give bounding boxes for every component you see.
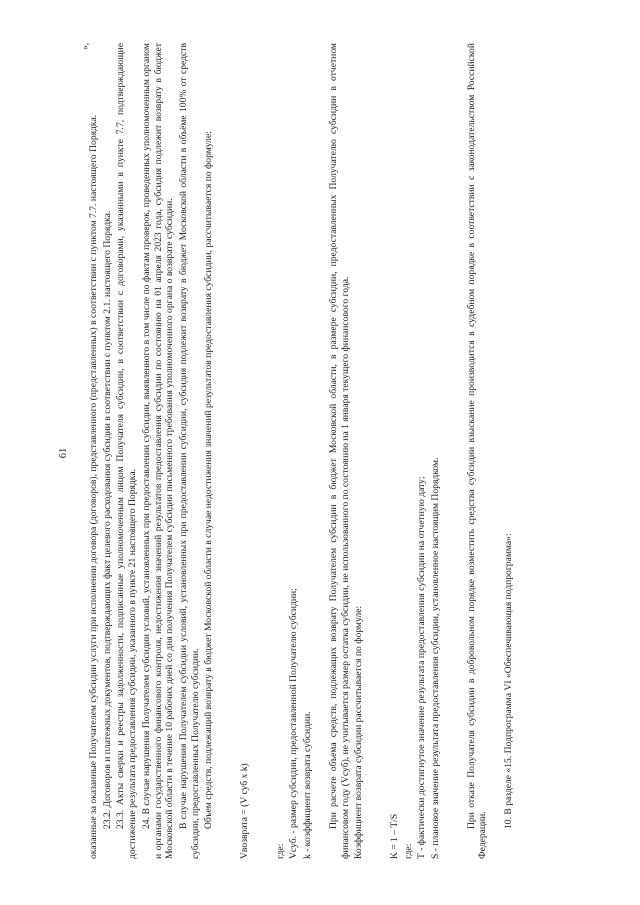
definition-s: S - плановое значение результата предоставления субсидии, установленное настоящим Порядком. (430, 456, 442, 859)
where-label: где: (274, 843, 286, 859)
rotated-page (40, 23, 600, 883)
paragraph-violation: В случае нарушения Получателем субсидии условий, установленных при предоставлении субсидии, субсидия подлежит возврату в бюджет Московской области в объёме 100% от средств субсидии, предоставленных Получателю субсидии. (177, 42, 201, 859)
margin-mark: », (80, 42, 90, 50)
paragraph-24: 24. В случае нарушения Получателем субсидии условий, установленных при предоставлении субсидии, выявленного в том числе по фактам проверок, проведенных уполномоченным органом и органами государственного финансового контроля, недостижения значений результатов предоставления субсидии по состоянию на 01 апреля 2023 года, субсидия подлежит возврату в бюджет Московской области в течение 10 рабочих дней со дня получения Получателем субсидии письменного требования уполномоченного органа о возврате субсидии. (140, 42, 176, 859)
paragraph-section-15: 10. В разделе «15. Подпрограмма VI «Обеспечивающая подпрограмма»: (503, 532, 515, 829)
formula-return: Vвозврата = (V суб х k) (239, 762, 251, 859)
paragraph-23-3: 23.3. Акты сверки и реестры задолженности, подписанные уполномоченным лицом Получателя субсидии, в соответствии с договорами, указанными в пункте 7.7, подтверждающие достижение результата предоставления субсидии, указанного в пункте 21 настоящего Порядка. (115, 42, 139, 859)
document-body (88, 43, 517, 859)
definition-k: k - коэффициент возврата субсидии. (302, 710, 314, 859)
paragraph-intro: оказанные за оказанные Получателем субсидии услуги при исполнении договора (договоров), представленного (представленных) в соответствии с пунктом 7.7. настоящего Порядка. (88, 114, 99, 859)
definition-vsub: Vсуб. - размер субсидии, предоставленной Получателю субсидии; (288, 587, 300, 859)
definition-t: T - фактически достигнутое значение результата предоставления субсидии на отчетную дату; (416, 476, 428, 859)
paragraph-coefficient: Коэффициент возврата субсидии рассчитывается по формуле: (353, 605, 365, 859)
paragraph-calculation: При расчете объема средств, подлежащих возврату Получателем субсидии в бюджет Московской области, в размере субсидии, предоставленных Получателю субсидии в отчетном финансовом году (Vсуб), не учитывается размер остатка субсидии, не использованного по состоянию на 1 января текущего финансового года. (327, 42, 351, 859)
where-label-2: где: (402, 843, 414, 859)
paragraph-23-2: 23.2. Договоров и платежных документов, подтверждающих факт целевого расходования субсидии в соответствии с пунктом 2.1. настоящего Порядка. (101, 210, 113, 829)
page-number: 61 (58, 447, 69, 458)
paragraph-volume: Объем средств, подлежащий возврату в бюджет Московской области в случае недостижения значений результатов предоставления субсидии, рассчитывается по формуле: (203, 130, 215, 829)
formula-coefficient: K = 1 – T/S (388, 813, 400, 859)
paragraph-refusal: При отказе Получателя субсидии в добровольном порядке возместить средства субсидии взыскание производится в судебном порядке в соответствии с законодательством Российской Федерации. (465, 42, 489, 859)
